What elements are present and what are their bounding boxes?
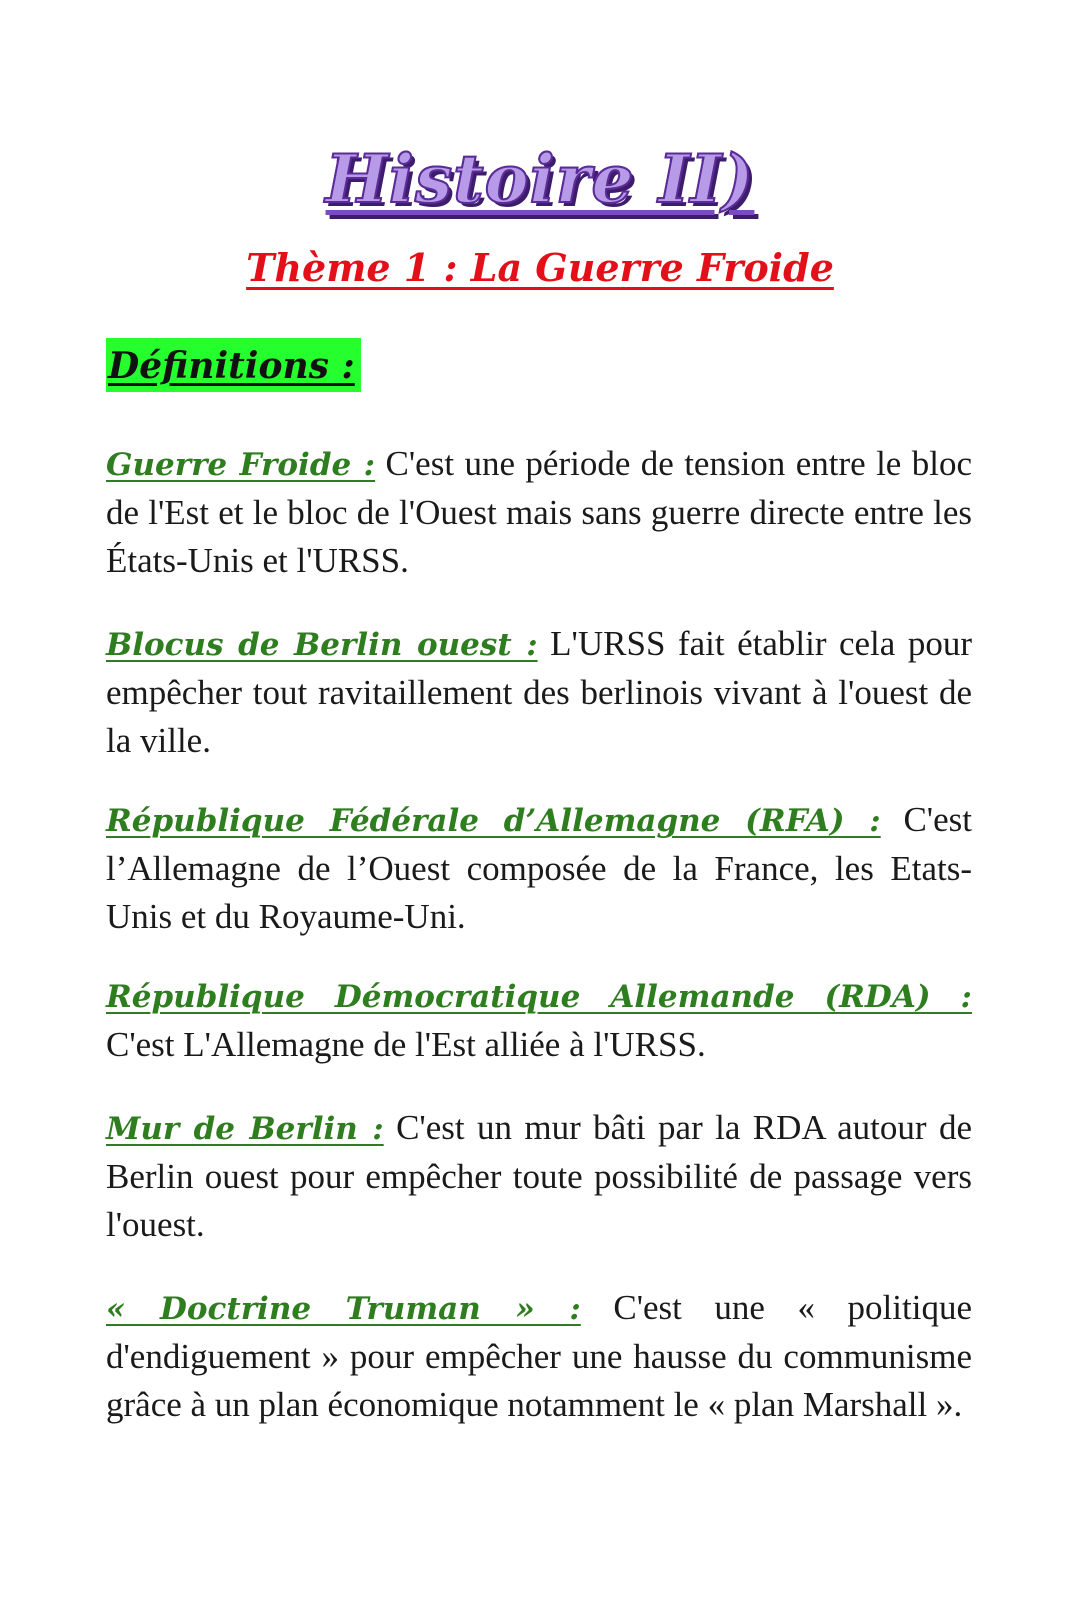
page-title-text: Histoire II) — [325, 140, 755, 218]
definition-doctrine-truman — [106, 1284, 972, 1429]
definition-text: C'est une « politique d'endiguement » pour empêcher une hausse du communisme grâce à un plan économique notamment le « plan Marshall ». — [106, 1288, 972, 1424]
section-heading-definitions: Définitions : — [106, 338, 361, 392]
definition-text: C'est L'Allemagne de l'Est alliée à l'URSS. — [106, 1025, 706, 1064]
page-subtitle — [0, 245, 1080, 290]
definition-term: République Fédérale d’Allemagne (RFA) : — [106, 803, 881, 839]
definition-text: C'est l’Allemagne de l’Ouest composée de la France, les Etats-Unis et du Royaume-Uni. — [106, 800, 972, 936]
definition-text: C'est un mur bâti par la RDA autour de Berlin ouest pour empêcher toute possibilité de passage vers l'ouest. — [106, 1108, 972, 1244]
definition-term: République Démocratique Allemande (RDA) : — [106, 979, 972, 1015]
definition-text: L'URSS fait établir cela pour empêcher tout ravitaillement des berlinois vivant à l'ouest de la ville. — [106, 624, 972, 760]
page-subtitle-text: Thème 1 : La Guerre Froide — [246, 245, 834, 290]
definition-term: Guerre Froide : — [106, 447, 376, 483]
definition-blocus-de-berlin — [106, 620, 972, 765]
definition-term: Blocus de Berlin ouest : — [106, 627, 538, 663]
definition-guerre-froide — [106, 440, 972, 585]
definition-term: Mur de Berlin : — [106, 1111, 384, 1147]
definition-rfa — [106, 796, 972, 941]
definition-rda — [106, 972, 972, 1069]
definition-text: C'est une période de tension entre le bloc de l'Est et le bloc de l'Ouest mais sans guerre directe entre les États-Unis et l'URSS. — [106, 444, 972, 580]
page-title — [0, 140, 1080, 218]
definition-mur-de-berlin — [106, 1104, 972, 1249]
definition-term: « Doctrine Truman » : — [106, 1291, 581, 1327]
